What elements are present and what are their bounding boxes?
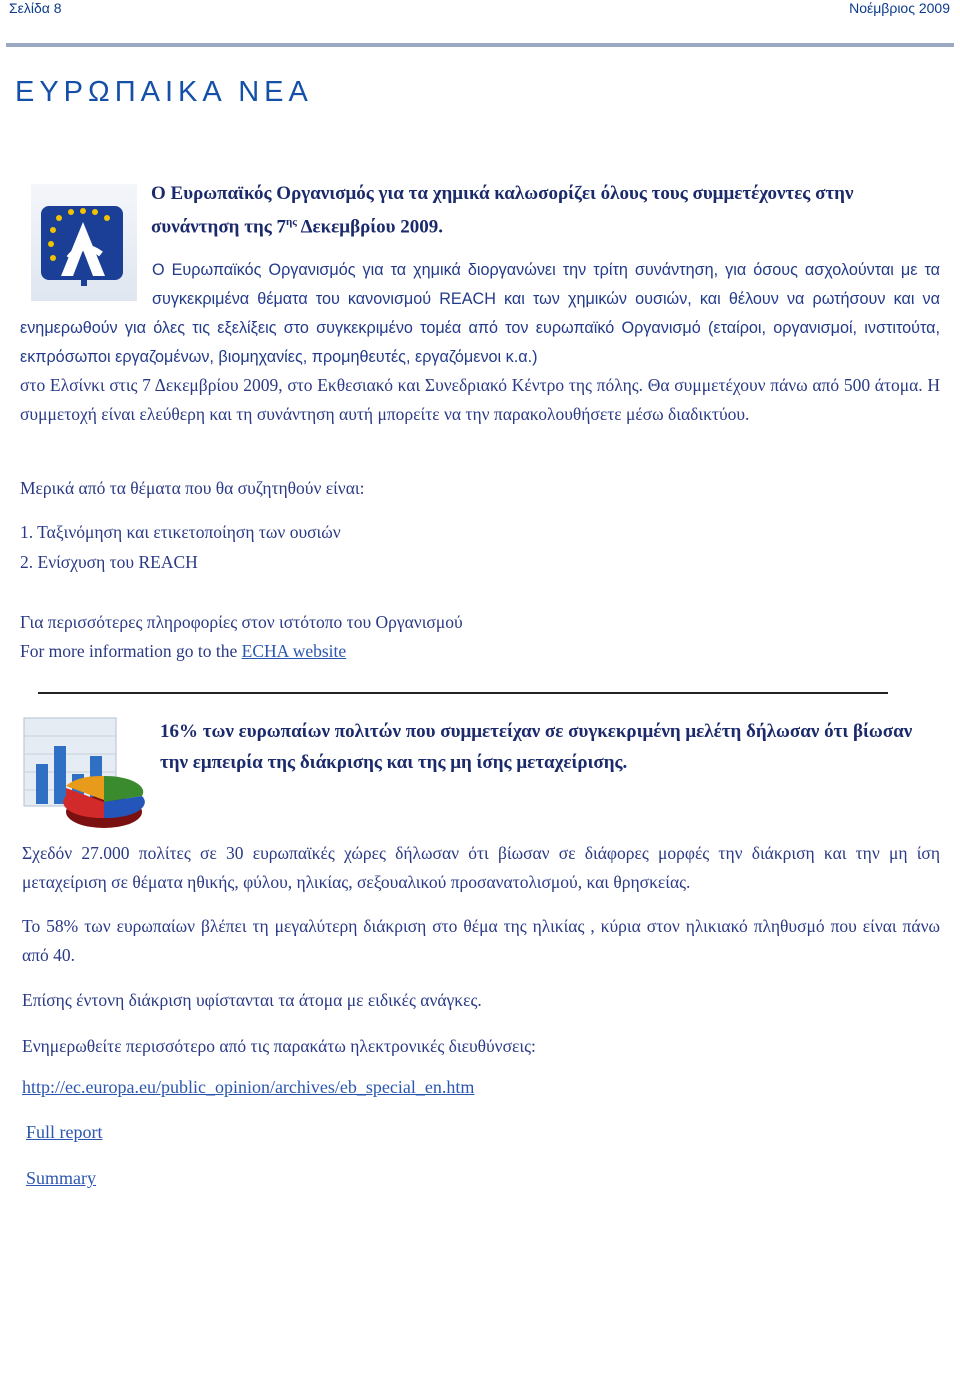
section-divider (38, 692, 888, 694)
topic-item: 1. Ταξινόμηση και ετικετοποίηση των ουσιών (20, 522, 341, 542)
article2-paragraph2: Το 58% των ευρωπαίων βλέπει τη μεγαλύτερη διάκριση στο θέμα της ηλικίας , κύρια στον ηλικιακό πληθυσμό που είναι πάνω από 40. (22, 916, 940, 965)
pie-chart-icon (22, 716, 150, 834)
article2-headline: 16% των ευρωπαίων πολιτών που συμμετείχαν σε συγκεκριμένη μελέτη δήλωσαν ότι βίωσαν την εμπειρία της διάκρισης και της μη ίσης μεταχείρισης. (160, 721, 913, 773)
issue-date: Νοέμβριος 2009 (849, 0, 950, 16)
article1-headline: Ο Ευρωπαϊκός Οργανισμός για τα χημικά καλωσορίζει όλους τους συμμετέχοντες στην συνάντηση της $7^{\eta\varsigma}$ Δεκεμβρίου 2009. (151, 183, 854, 238)
article2-paragraph1: Σχεδόν 27.000 πολίτες σε 30 ευρωπαϊκές χώρες δήλωσαν ότι βίωσαν σε διάφορες μορφές την διάκριση και την μη ίση μεταχείριση σε θέματα ηθικής, φύλου, ηλικίας, σεξουαλικού προσανατολισμού, και θρησκείας. (22, 843, 940, 892)
full-report-link[interactable]: Full report (26, 1122, 103, 1142)
article1-paragraph2: στο Ελσίνκι στις 7 Δεκεμβρίου 2009, στο Εκθεσιακό και Συνεδριακό Κέντρο της πόλης. Θα συμμετέχουν πάνω από 500 άτομα. Η συμμετοχή είναι ελεύθερη και τη συνάντηση αυτή μπορείτε να την παρακολουθήσετε μέσω διαδικτύου. (20, 375, 940, 424)
page-number: Σελίδα 8 (9, 0, 62, 16)
more-info-text: Για περισσότερες πληροφορίες στον ιστότοπο του Οργανισμού (20, 612, 463, 632)
article2-paragraph4: Ενημερωθείτε περισσότερο από τις παρακάτω ηλεκτρονικές διευθύνσεις: (22, 1036, 536, 1056)
page-header (0, 0, 960, 20)
article1-paragraph1: Ο Ευρωπαϊκός Οργανισμός για τα χημικά διοργανώνει την τρίτη συνάντηση, για όσους ασχολούνται με τα συγκεκριμένα θέματα του κανονισμού REACH και των χημικών ουσιών, και θέλουν να ρωτήσουν και να ενημερωθούν για όλες τις εξελίξεις στο συγκεκριμένο τομέα από τον ευρωπαϊκό Οργανισμό (εταίροι, οργανισμοί, ινστιτούτα, εκπρόσωποι εργαζομένων, βιομηχανίες, προμηθευτές, εργαζόμενοι κ.α.) (20, 261, 940, 366)
topics-intro: Μερικά από τα θέματα που θα συζητηθούν είναι: (20, 478, 365, 498)
more-info-en: For more information go to the ECHA website (20, 641, 347, 661)
section-title: ΕΥΡΩΠΑΙΚΑ ΝΕΑ (15, 76, 313, 108)
summary-link[interactable]: Summary (26, 1168, 96, 1188)
eurobarometer-link[interactable]: http://ec.europa.eu/public_opinion/archives/eb_special_en.htm (22, 1077, 475, 1097)
article2-paragraph3: Επίσης έντονη διάκριση υφίστανται τα άτομα με ειδικές ανάγκες. (22, 990, 482, 1010)
header-divider (6, 43, 954, 47)
echa-website-link[interactable]: ECHA website (241, 641, 347, 661)
topic-item: 2. Ενίσχυση του REACH (20, 552, 198, 572)
